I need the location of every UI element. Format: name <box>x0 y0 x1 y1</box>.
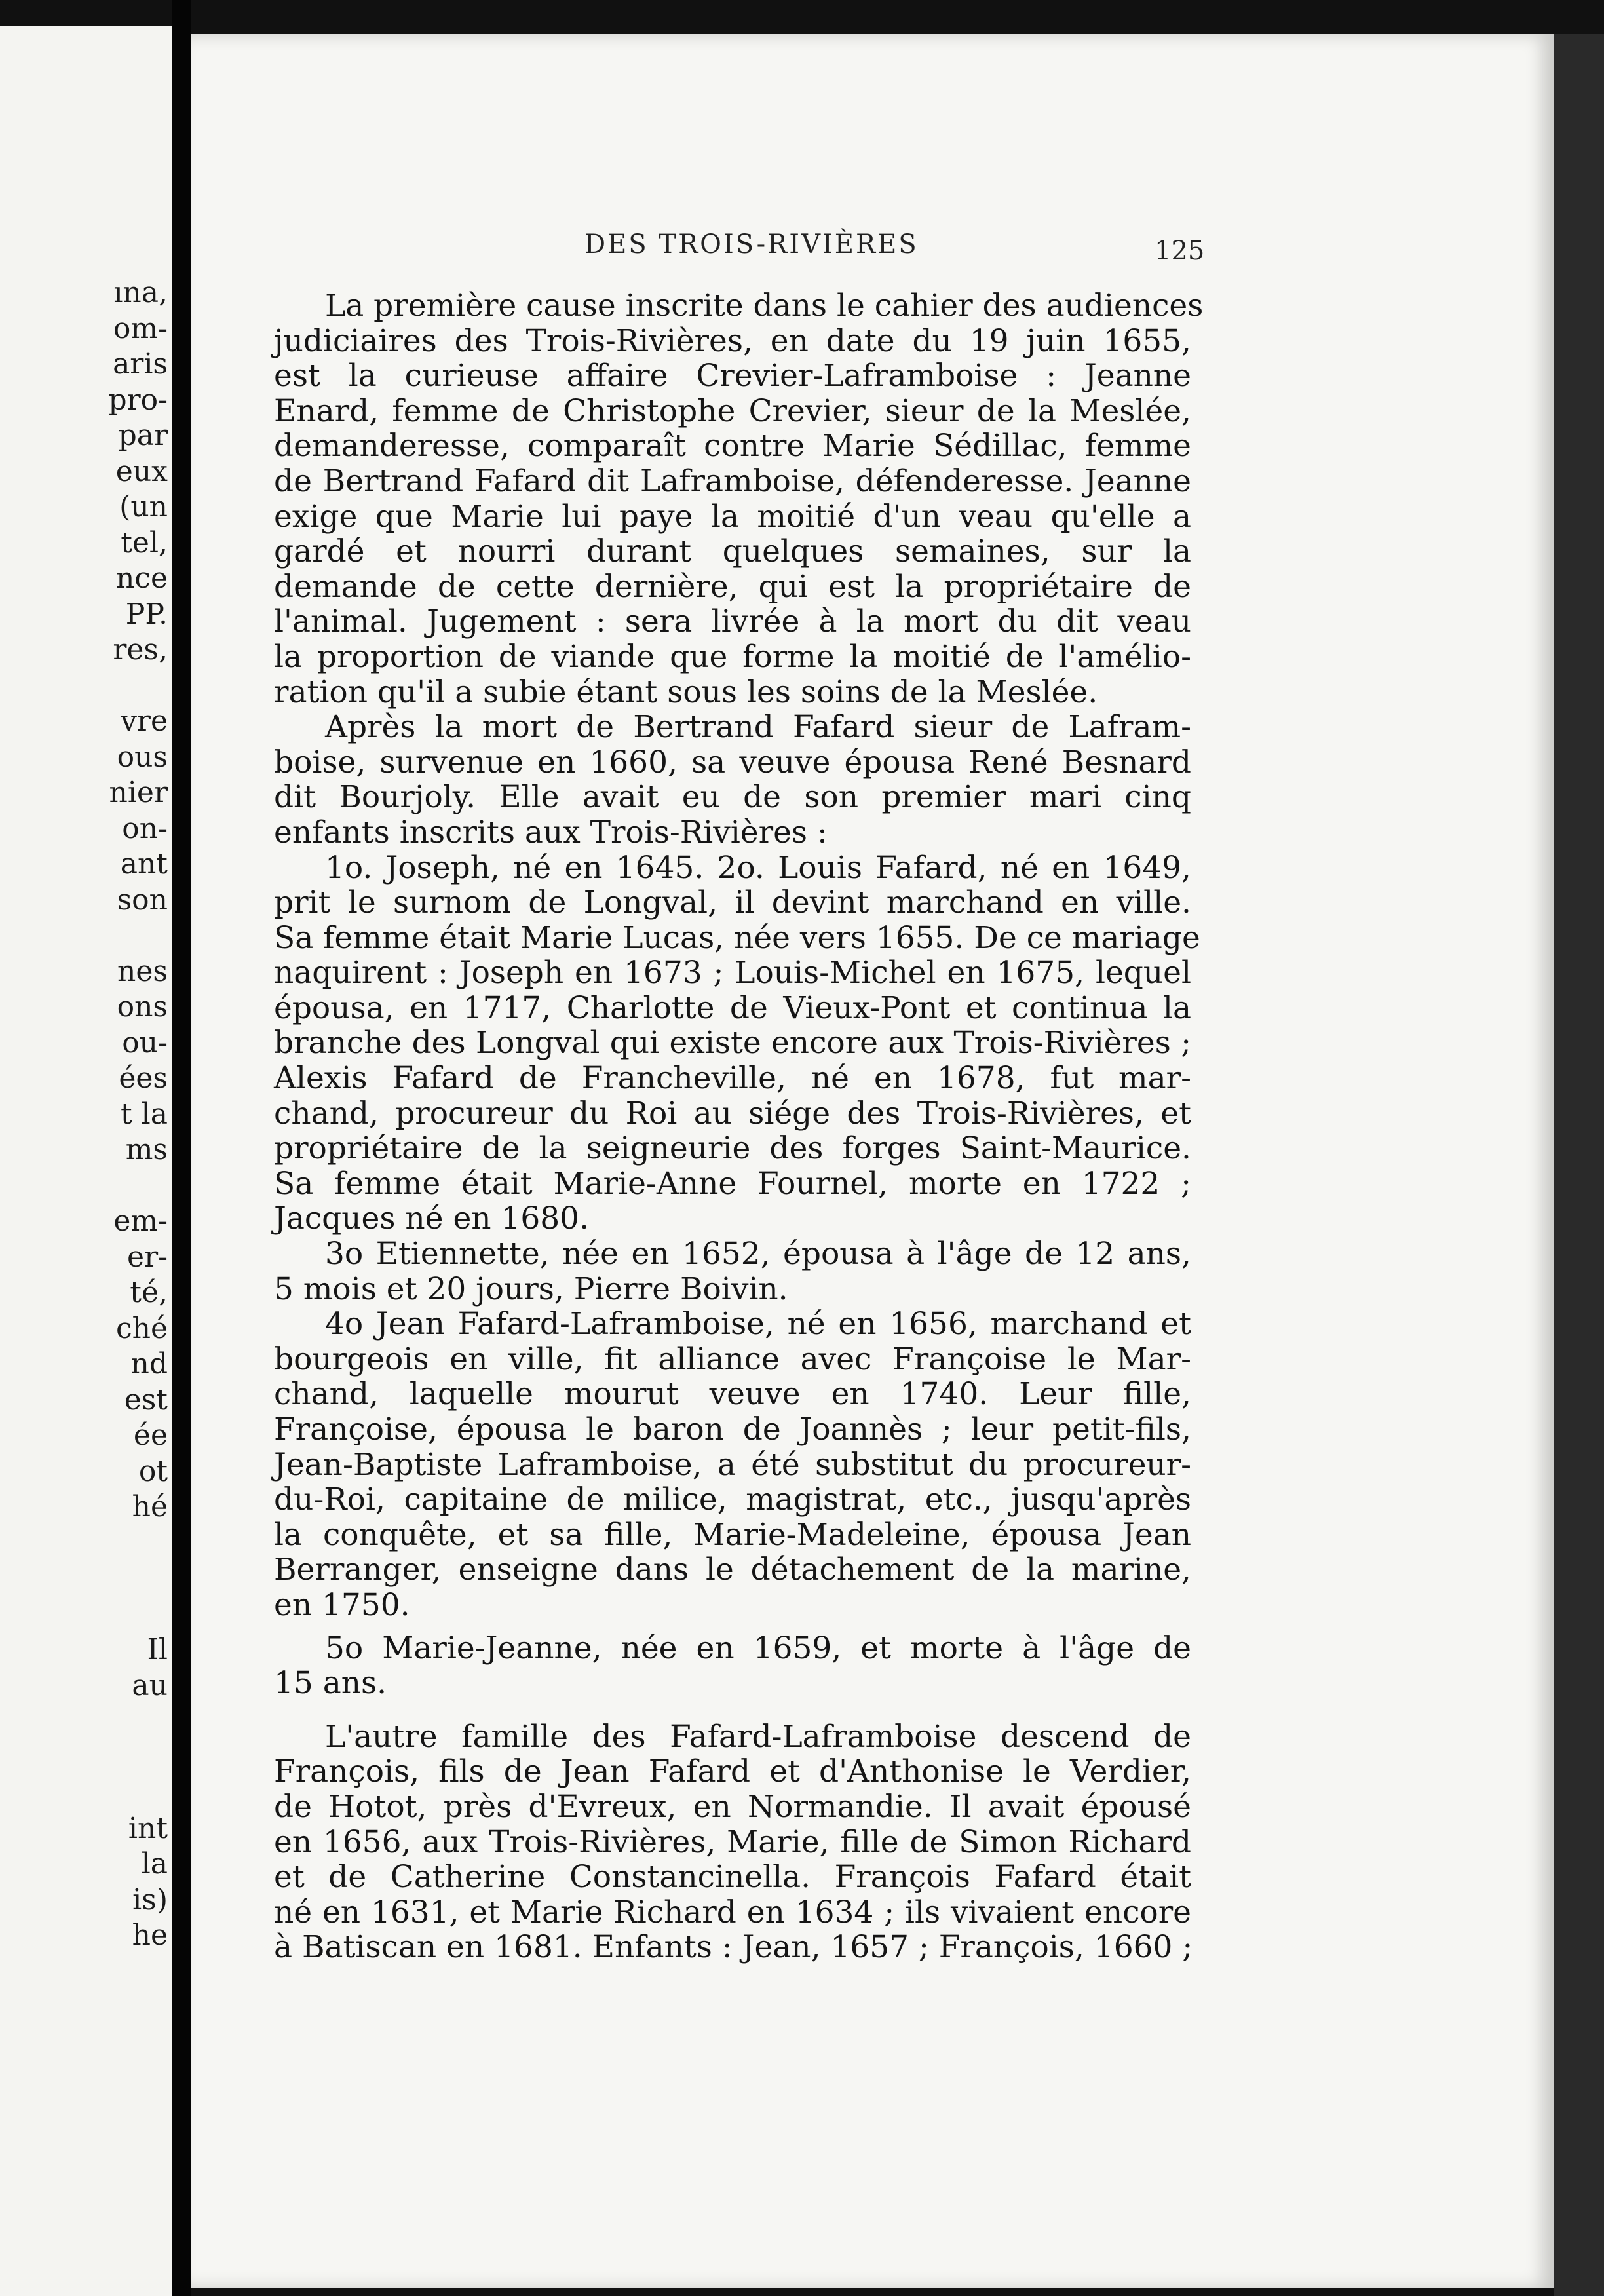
text-line: boise, survenue en 1660, sa veuve épousa René Besnard <box>274 744 1191 780</box>
left-page-edge <box>0 26 172 2296</box>
text-line: L'autre famille des Fafard-Laframboise descend de <box>325 1718 1191 1755</box>
text-line: Après la mort de Bertrand Fafard sieur de Lafram- <box>325 709 1191 746</box>
left-fragment: la <box>141 1847 168 1881</box>
left-page-text-fragments <box>0 275 172 1954</box>
text-line: 5o Marie-Jeanne, née en 1659, et morte à l'âge de <box>325 1630 1191 1666</box>
text-line: ration qu'il a subie étant sous les soins de la Meslée. <box>274 674 1098 710</box>
text-line: la proportion de viande que forme la moitié de l'amélio- <box>274 638 1191 675</box>
text-line: et de Catherine Constancinella. François Fafard était <box>274 1859 1191 1896</box>
left-fragment <box>0 1597 172 1633</box>
left-fragment: nier <box>109 776 168 809</box>
text-line: Alexis Fafard de Francheville, né en 1678, fut mar- <box>274 1060 1191 1097</box>
text-line: Enard, femme de Christophe Crevier, sieur de la Meslée, <box>274 392 1191 429</box>
left-fragment: ée <box>133 1419 168 1452</box>
left-fragment: PP. <box>125 597 168 631</box>
left-fragment: eux <box>115 454 168 488</box>
left-fragment: vre <box>121 704 168 738</box>
running-title: DES TROIS-RIVIÈRES <box>584 229 919 259</box>
text-line: en 1656, aux Trois-Rivières, Marie, fille de Simon Richard <box>274 1824 1191 1860</box>
text-line: chand, procureur du Roi au siége des Trois-Rivières, et <box>274 1095 1191 1132</box>
text-line: de Bertrand Fafard dit Laframboise, défenderesse. Jeanne <box>274 463 1191 499</box>
left-fragment <box>0 668 172 704</box>
text-line: épousa, en 1717, Charlotte de Vieux-Pont et continua la <box>274 989 1191 1026</box>
left-fragment <box>0 1168 172 1204</box>
text-line: 15 ans. <box>274 1665 387 1702</box>
left-fragment: ms <box>125 1133 168 1166</box>
left-fragment: (un <box>119 490 168 524</box>
text-line: est la curieuse affaire Crevier-Laframboise : Jeanne <box>274 358 1191 394</box>
left-fragment: son <box>117 883 168 917</box>
text-line: propriétaire de la seigneurie des forges Saint-Maurice. <box>274 1130 1191 1167</box>
text-line: du-Roi, capitaine de milice, magistrat, etc., jusqu'après <box>274 1482 1191 1518</box>
text-line: demande de cette dernière, qui est la propriétaire de <box>274 568 1191 605</box>
left-fragment: is) <box>132 1883 168 1917</box>
text-line: La première cause inscrite dans le cahier des audiences <box>325 288 1204 324</box>
left-fragment: ons <box>117 990 168 1024</box>
left-fragment: est <box>124 1383 168 1417</box>
left-fragment <box>0 1704 172 1740</box>
left-fragment: ot <box>138 1454 168 1488</box>
text-line: Jacques né en 1680. <box>274 1200 590 1237</box>
text-line: 4o Jean Fafard-Laframboise, né en 1656, marchand et <box>325 1306 1191 1343</box>
left-fragment: he <box>132 1919 168 1952</box>
left-fragment: nd <box>130 1347 168 1381</box>
left-fragment <box>0 1525 172 1561</box>
text-line: la conquête, et sa fille, Marie-Madeleine, épousa Jean <box>274 1516 1191 1553</box>
text-line: 5 mois et 20 jours, Pierre Boivin. <box>274 1271 788 1307</box>
left-fragment: ché <box>115 1311 168 1345</box>
left-fragment: hé <box>132 1490 168 1523</box>
left-fragment: tel, <box>121 526 168 560</box>
text-line: prit le surnom de Longval, il devint marchand en ville. <box>274 885 1191 921</box>
page-fold-shadow <box>1554 34 1604 2296</box>
text-line: de Hotot, près d'Evreux, en Normandie. Il avait épousé <box>274 1788 1191 1825</box>
left-fragment: Il <box>147 1633 168 1666</box>
text-line: demanderesse, comparaît contre Marie Sédillac, femme <box>274 428 1191 465</box>
text-line: branche des Longval qui existe encore aux Trois-Rivières ; <box>274 1025 1191 1062</box>
text-line: Jean-Baptiste Laframboise, a été substitut du procureur- <box>274 1446 1191 1483</box>
page-number: 125 <box>1155 236 1205 266</box>
text-line: chand, laquelle mourut veuve en 1740. Leur fille, <box>274 1376 1191 1413</box>
text-line: dit Bourjoly. Elle avait eu de son premier mari cinq <box>274 779 1191 816</box>
left-fragment: on- <box>122 811 168 845</box>
text-line: gardé et nourri durant quelques semaines, sur la <box>274 533 1191 570</box>
text-line: 1o. Joseph, né en 1645. 2o. Louis Fafard, né en 1649, <box>325 849 1191 886</box>
left-fragment: res, <box>113 633 168 666</box>
left-fragment: par <box>118 419 168 452</box>
left-fragment: té, <box>130 1276 168 1309</box>
text-line: 3o Etiennette, née en 1652, épousa à l'âge de 12 ans, <box>325 1236 1191 1272</box>
text-line: l'animal. Jugement : sera livrée à la mort du dit veau <box>274 603 1191 640</box>
text-line: Berranger, enseigne dans le détachement de la marine, <box>274 1552 1191 1588</box>
left-fragment: nes <box>117 954 168 988</box>
left-fragment <box>0 1561 172 1597</box>
text-line: né en 1631, et Marie Richard en 1634 ; ils vivaient encore <box>274 1894 1191 1930</box>
text-line: à Batiscan en 1681. Enfants : Jean, 1657 ; François, 1660 ; <box>274 1929 1193 1966</box>
left-fragment: au <box>132 1668 168 1702</box>
text-line: bourgeois en ville, fit alliance avec Françoise le Mar- <box>274 1341 1191 1377</box>
text-line: naquirent : Joseph en 1673 ; Louis-Michel en 1675, lequel <box>274 955 1191 991</box>
left-fragment: ına, <box>113 276 168 309</box>
left-fragment: nce <box>115 562 168 595</box>
text-line: enfants inscrits aux Trois-Rivières : <box>274 814 828 851</box>
text-line: Sa femme était Marie-Anne Fournel, morte en 1722 ; <box>274 1165 1191 1202</box>
body-text <box>274 288 1204 1966</box>
left-fragment <box>0 1775 172 1811</box>
left-fragment: t la <box>121 1097 168 1131</box>
left-fragment: pro- <box>108 383 168 417</box>
left-fragment: aris <box>113 347 168 381</box>
left-fragment <box>0 1740 172 1776</box>
left-fragment: ous <box>117 740 168 774</box>
text-line: judiciaires des Trois-Rivières, en date du 19 juin 1655, <box>274 322 1191 359</box>
book-gutter <box>172 0 191 2296</box>
left-fragment: em- <box>113 1204 168 1238</box>
left-fragment: ées <box>119 1062 168 1095</box>
left-fragment: om- <box>113 311 168 345</box>
left-fragment: int <box>128 1811 168 1845</box>
text-line: en 1750. <box>274 1586 410 1623</box>
left-fragment: ou- <box>122 1025 168 1060</box>
text-line: Sa femme était Marie Lucas, née vers 1655. De ce mariage <box>274 919 1200 956</box>
page-header <box>191 228 1253 274</box>
text-line: François, fils de Jean Fafard et d'Anthonise le Verdier, <box>274 1753 1191 1790</box>
left-fragment: ant <box>120 847 168 881</box>
left-fragment <box>0 918 172 954</box>
text-line: Françoise, épousa le baron de Joannès ; leur petit-fils, <box>274 1411 1191 1447</box>
left-fragment: er- <box>127 1240 168 1274</box>
text-line: exige que Marie lui paye la moitié d'un veau qu'elle a <box>274 498 1191 535</box>
